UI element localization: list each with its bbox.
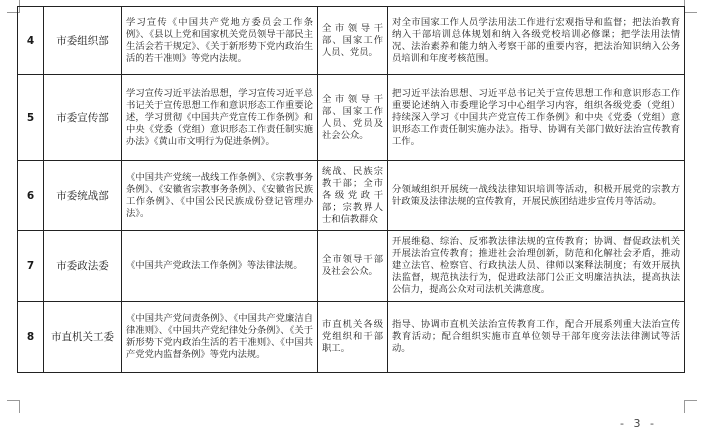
table-row [18,231,685,302]
target-audience-cell: 全市领导干部、国家工作人员、党员及社会公众。 [318,75,388,161]
laws-cell: 《中国共产党统一战线工作条例》、《宗教事务条例》、《安徽省宗教事务条例》、《安徽省民族工作条例》、《中国公民民族成份登记管理办法》。 [122,161,318,231]
laws-cell: 学习宣传《中国共产党地方委员会工作条例》、《县以上党和国家机关党员领导干部民主生活会若干规定》、《关于新形势下党内政治生活的若干准则》等党内法规。 [122,7,318,75]
target-audience-cell: 统战、民族宗教干部；全市各级党政干部；宗教界人士和信教群众 [318,161,388,231]
row-number: 7 [18,231,44,302]
laws-cell: 学习宣传习近平法治思想，学习宣传习近平总书记关于宣传思想工作和意识形态工作重要论述，学习贯彻《中国共产党宣传工作条例》和中央《党委（党组）意识形态工作责任制实施办法》《黄山市文明行为促进条例》。 [122,75,318,161]
table-row [18,7,685,75]
responsibility-cell: 分领域组织开展统一战线法律知识培训等活动，积极开展党的宗教方针政策及法律法规的宣传教育，开展民族团结进步宣传月等活动。 [388,161,685,231]
target-audience-cell: 市直机关各级党组织和干部职工。 [318,302,388,373]
duty-table [17,6,685,373]
target-audience-cell: 全市领导干部及社会公众。 [318,231,388,302]
department-cell: 市直机关工委 [44,302,122,373]
table-row [18,302,685,373]
table-row [18,75,685,161]
laws-cell: 《中国共产党问责条例》、《中国共产党廉洁自律准则》、《中国共产党纪律处分条例》、《关于新形势下党内政治生活的若干准则》、《中国共产党党内监督条例》等党内法规。 [122,302,318,373]
department-cell: 市委统战部 [44,161,122,231]
responsibility-cell: 开展维稳、综治、反邪教法律法规的宣传教育；协调、督促政法机关开展法治宣传教育；推进社会治理创新，防范和化解社会矛盾，推动建立法官、检察官、行政执法人员、律师以案释法制度；有效开展执法监督，规范执法行为，促进政法部门公正文明廉洁执法，提高执法公信力，提高公众对司法机关满意度。 [388,231,685,302]
laws-cell: 《中国共产党政法工作条例》等法律法规。 [122,231,318,302]
row-number: 6 [18,161,44,231]
responsibility-cell: 指导、协调市直机关法治宣传教育工作，配合开展系列重大法治宣传教育活动；配合组织实施市直单位领导干部年度旁法法律测试等活动。 [388,302,685,373]
crop-mark-bottom-left [7,400,20,413]
responsibility-cell: 对全市国家工作人员学法用法工作进行宏观指导和监督；把法治教育纳入干部培训总体规划和纳入各级党校培训必修课；把学法用法情况、法治素养和能力纳入考察干部的重要内容，把法治知识纳入公务员培训和年度考核范围。 [388,7,685,75]
department-cell: 市委政法委 [44,231,122,302]
row-number: 5 [18,75,44,161]
department-cell: 市委组织部 [44,7,122,75]
row-number: 8 [18,302,44,373]
crop-mark-top-right [684,0,697,13]
department-cell: 市委宣传部 [44,75,122,161]
target-audience-cell: 全市领导干部、国家工作人员、党员。 [318,7,388,75]
page-number: - 3 - [620,417,657,430]
row-number: 4 [18,7,44,75]
table-row [18,161,685,231]
responsibility-cell: 把习近平法治思想、习近平总书记关于宣传思想工作和意识形态工作重要论述纳入市委理论学习中心组学习内容，组织各级党委（党组）持续深入学习《中国共产党宣传工作条例》和中央《党委（党组）意识形态工作责任制实施办法》。指导、协调有关部门做好法治宣传教育工作。 [388,75,685,161]
crop-mark-bottom-right [684,400,697,413]
